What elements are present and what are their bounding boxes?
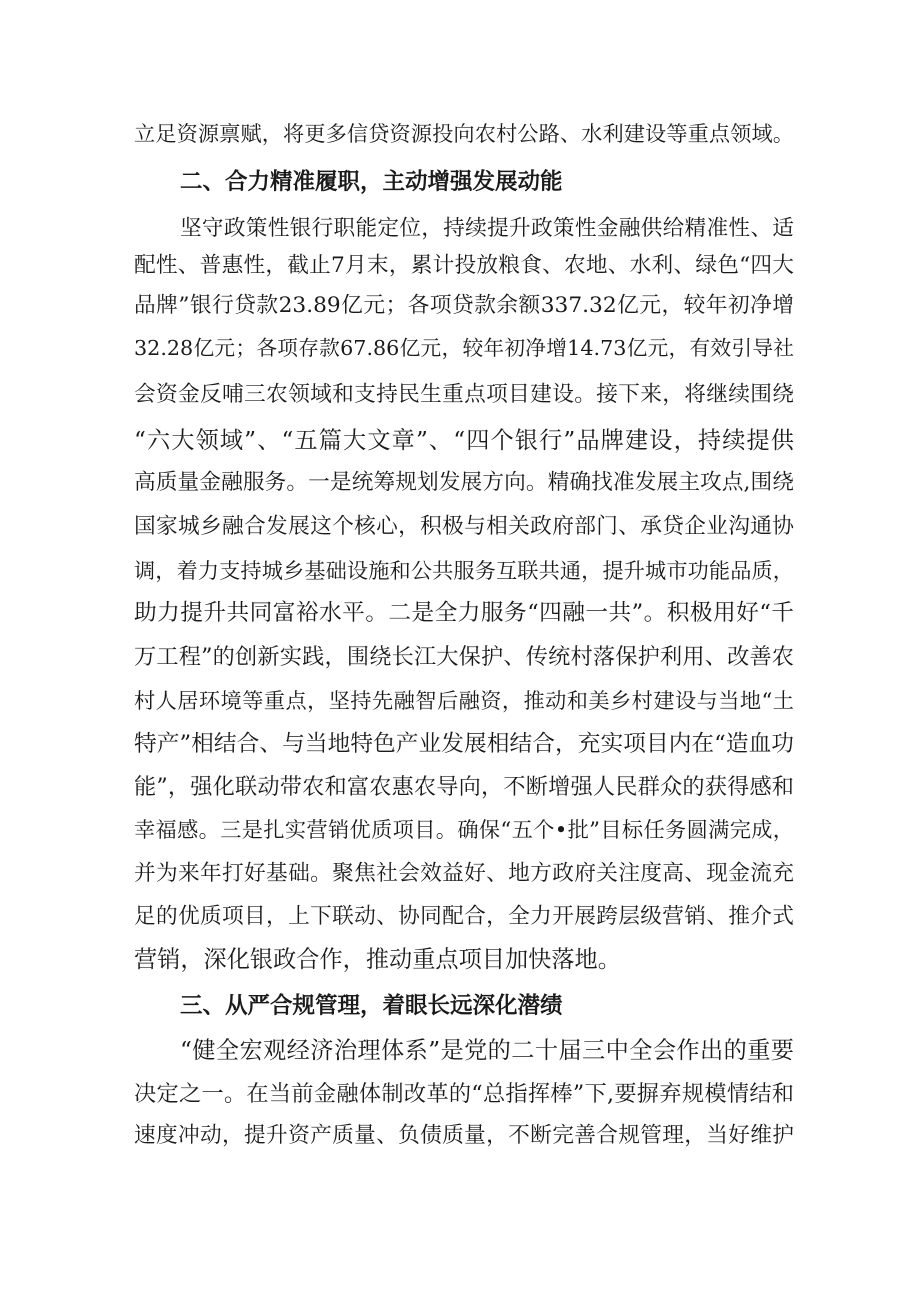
paragraph-line: 配性、普惠性，截止7月末，累计投放粮食、农地、水利、绿色“四大 [134, 253, 794, 278]
paragraph-line: 助力提升共同富裕水平。二是全力服务“四融一共”。积极用好“千 [134, 600, 794, 626]
paragraph-line: 速度冲动，提升资产质量、负债质量，不断完善合规管理，当好维护 [134, 1123, 794, 1148]
paragraph-line: 营销，深化银政合作，推动重点项目加快落地。 [134, 946, 621, 973]
paragraph-line: 能”，强化联动带农和富农惠农导向，不断增强人民群众的获得感和 [134, 774, 794, 800]
paragraph-line: 决定之一。在当前金融体制改革的“总指挥棒”下,要摒弃规模情结和 [134, 1081, 794, 1107]
paragraph-line: 万工程”的创新实践，围绕长江大保护、传统村落保护利用、改善农 [134, 644, 794, 670]
paragraph-line: 高质量金融服务。一是统筹规划发展方向。精确找准发展主攻点,围绕 [134, 470, 794, 495]
paragraph-line: 村人居环境等重点，坚持先融智后融资，推动和美乡村建设与当地“土 [134, 688, 794, 713]
paragraph-line: 幸福感。三是扎实营销优质项目。确保“五个•批”目标任务圆满完成， [134, 817, 794, 842]
paragraph-line: 特产”相结合、与当地特色产业发展相结合，充实项目内在“造血功 [134, 731, 794, 757]
paragraph-line: 并为来年打好基础。聚焦社会效益好、地方政府关注度高、现金流充 [134, 861, 794, 886]
paragraph-line: “六大领域”、“五篇大文章”、“四个银行”品牌建设，持续提供 [134, 427, 794, 454]
paragraph-line: 调，着力支持城乡基础设施和公共服务互联共通，提升城市功能品质， [134, 558, 794, 583]
paragraph-line: 足的优质项目，上下联动、协同配合，全力开展跨层级营销、推介式 [134, 904, 794, 929]
paragraph-line: 品牌”银行贷款23.89亿元；各项贷款余额337.32亿元，较年初净增 [134, 293, 794, 318]
section-heading-2: 二、合力精准履职，主动增强发展动能 [180, 169, 563, 195]
paragraph-line: 会资金反哺三农领域和支持民生重点项目建设。接下来，将继续围绕 [134, 382, 794, 407]
paragraph-line: 国家城乡融合发展这个核心，积极与相关政府部门、承贷企业沟通协 [134, 514, 794, 539]
paragraph-line: 立足资源禀赋，将更多信贷资源投向农村公路、水利建设等重点领域。 [134, 121, 794, 146]
paragraph-line: 32.28亿元；各项存款67.86亿元，较年初净增14.73亿元，有效引导社 [134, 336, 794, 360]
paragraph-line: 坚守政策性银行职能定位，持续提升政策性金融供给精准性、适 [180, 216, 794, 241]
paragraph-line: “健全宏观经济治理体系”是党的二十届三中全会作出的重要 [180, 1037, 794, 1064]
section-heading-3: 三、从严合规管理，着眼长远深化潜绩 [180, 993, 563, 1019]
